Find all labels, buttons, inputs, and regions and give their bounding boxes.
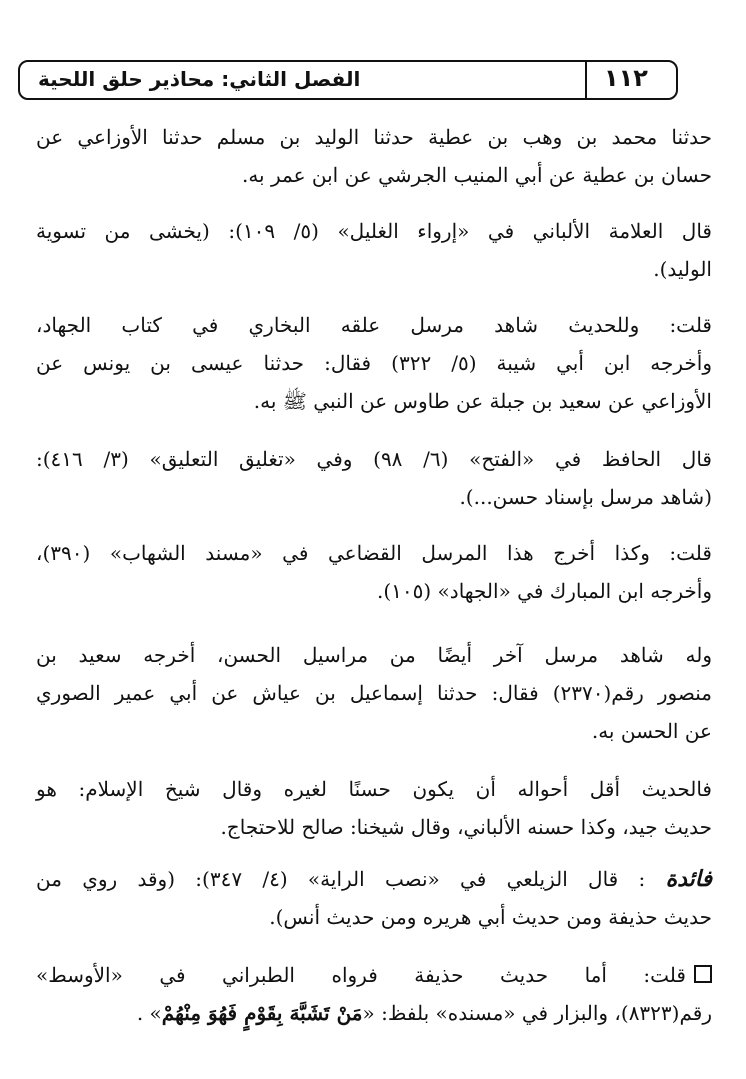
- text-line: قال الحافظ في «الفتح» (٦/ ٩٨) وفي «تغليق التعليق» (٣/ ٤١٦):: [36, 447, 712, 471]
- text-line: [36, 994, 712, 1032]
- paragraph-1: [36, 118, 712, 194]
- header-divider: [585, 62, 587, 98]
- text-line: منصور رقم(٢٣٧٠) فقال: حدثنا إسماعيل بن عياش عن أبي عمير الصوري: [36, 681, 712, 705]
- page-number: ١١٢: [604, 64, 648, 92]
- text-line: وأخرجه ابن المبارك في «الجهاد» (١٠٥).: [376, 579, 712, 603]
- text-line: (شاهد مرسل بإسناد حسن...).: [459, 485, 712, 509]
- chapter-title: الفصل الثاني: محاذير حلق اللحية: [38, 67, 361, 91]
- final-paragraph: [36, 956, 712, 1032]
- paragraph-7: [36, 770, 712, 846]
- text-line: قلت: وكذا أخرج هذا المرسل القضاعي في «مسند الشهاب» (٣٩٠)،: [36, 541, 712, 565]
- text-line: وأخرجه ابن أبي شيبة (٥/ ٣٢٢) فقال: حدثنا عيسى بن يونس عن: [36, 351, 712, 375]
- paragraph-3: [36, 306, 712, 420]
- text-line: [36, 860, 712, 898]
- text-line: حسان بن عطية عن أبي المنيب الجرشي عن ابن عمر به.: [241, 163, 712, 187]
- final-line-2-prefix: رقم(٨٣٢٣)، والبزار في «مسنده» بلفظ: «: [362, 1001, 712, 1025]
- paragraph-5: [36, 534, 712, 610]
- text-line: حديث جيد، وكذا حسنه الألباني، وقال شيخنا: صالح للاحتجاج.: [220, 815, 712, 839]
- hadith-quote: مَنْ تَشَبَّهَ بِقَوْمٍ فَهُوَ مِنْهُمْ: [161, 1001, 363, 1025]
- paragraph-6: [36, 636, 712, 750]
- paragraph-4: [36, 440, 712, 516]
- faida-label: فائدة: [665, 866, 712, 892]
- page-header: [18, 60, 678, 100]
- text-line: [36, 956, 712, 994]
- faida-note: [36, 860, 712, 936]
- final-line-1: قلت: أما حديث حذيفة فرواه الطبراني في «الأوسط»: [36, 963, 686, 987]
- text-line: قال العلامة الألباني في «إرواء الغليل» (٥/ ١٠٩): (يخشى من تسوية: [36, 219, 712, 243]
- text-line: قلت: وللحديث شاهد مرسل علقه البخاري في كتاب الجهاد،: [36, 313, 712, 337]
- paragraph-2: [36, 212, 712, 288]
- faida-line-1: : قال الزيلعي في «نصب الراية» (٤/ ٣٤٧): (وقد روي من: [36, 867, 646, 891]
- text-line: وله شاهد مرسل آخر أيضًا من مراسيل الحسن، أخرجه سعيد بن: [36, 643, 712, 667]
- text-line: حدثنا محمد بن وهب بن عطية حدثنا الوليد بن مسلم حدثنا الأوزاعي عن: [36, 125, 712, 149]
- text-line: الوليد).: [653, 257, 712, 281]
- final-line-2-suffix: » .: [136, 1001, 162, 1025]
- text-line: فالحديث أقل أحواله أن يكون حسنًا لغيره وقال شيخ الإسلام: هو: [36, 777, 712, 801]
- text-line: الأوزاعي عن سعيد بن جبلة عن طاوس عن النبي ﷺ به.: [253, 389, 712, 413]
- faida-line-2: حديث حذيفة ومن حديث أبي هريره ومن حديث أنس).: [269, 905, 712, 929]
- text-line: عن الحسن به.: [591, 719, 712, 743]
- checkbox-icon: [694, 965, 712, 983]
